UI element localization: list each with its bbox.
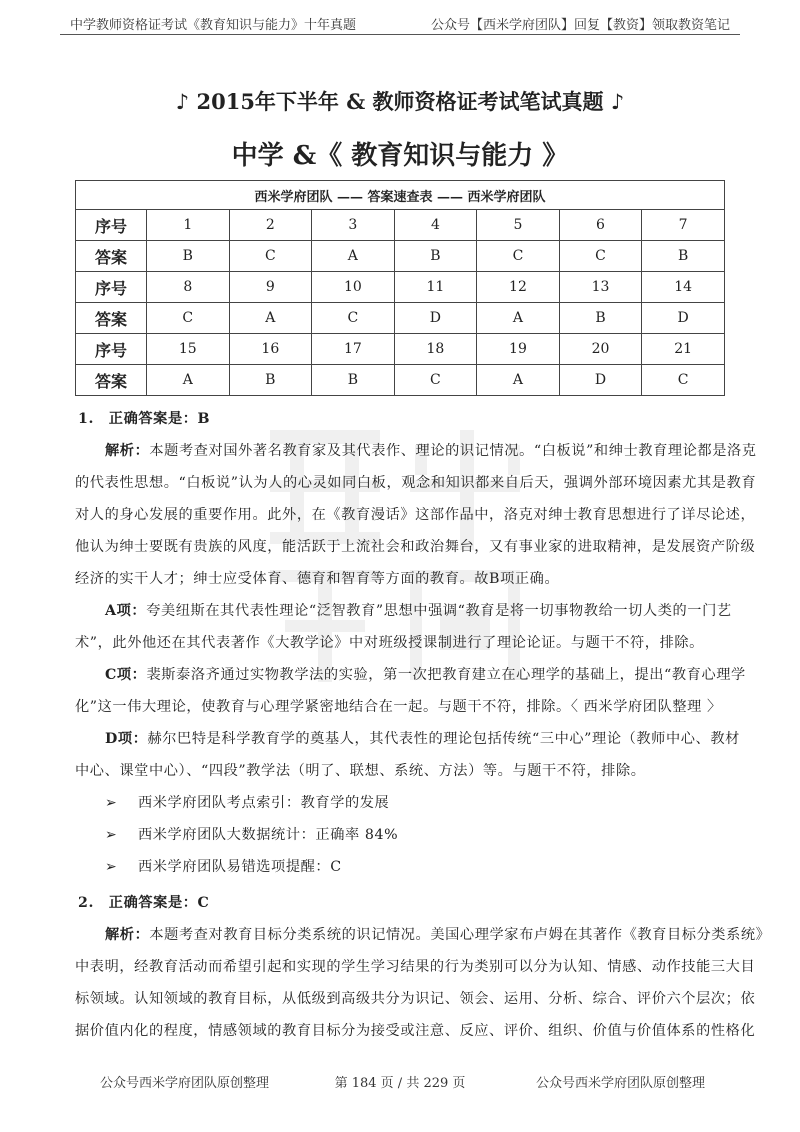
table-cell: 19 bbox=[477, 334, 560, 365]
paragraph-text: 的代表性思想。“白板说”认为人的心灵如同白板，观念和知识都来自后天，强调外部环境因素尤其是教育 bbox=[75, 475, 757, 491]
table-cell: 12 bbox=[477, 272, 560, 303]
page-subtitle: 中学 &《 教育知识与能力 》 bbox=[231, 141, 569, 171]
table-cell: A bbox=[477, 303, 560, 334]
paragraph-text: 赫尔巴特是科学教育学的奠基人，其代表性的理论包括传统“三中心”理论（教师中心、教材 bbox=[147, 731, 740, 747]
paragraph-line bbox=[75, 536, 755, 556]
table-cell: 18 bbox=[394, 334, 477, 365]
paragraph-line bbox=[75, 956, 755, 976]
table-row-number bbox=[76, 210, 725, 241]
bullet-item bbox=[105, 792, 389, 812]
table-cell: 4 bbox=[394, 210, 477, 241]
table-row-answer bbox=[76, 365, 725, 396]
table-cell: 3 bbox=[312, 210, 395, 241]
paragraph-line bbox=[75, 696, 722, 716]
table-cell: 9 bbox=[229, 272, 312, 303]
header-divider bbox=[60, 34, 740, 35]
paragraph-line bbox=[75, 760, 646, 780]
table-cell: 21 bbox=[642, 334, 725, 365]
table-cell: D bbox=[559, 365, 642, 396]
row-label: 序号 bbox=[76, 272, 147, 303]
table-cell: 13 bbox=[559, 272, 642, 303]
footer-right: 公众号西米学府团队原创整理 bbox=[535, 1076, 705, 1091]
paragraph-line bbox=[105, 728, 740, 748]
paragraph-lead: A项： bbox=[105, 603, 147, 619]
row-label: 序号 bbox=[76, 210, 147, 241]
paragraph-line bbox=[75, 504, 755, 524]
table-cell: B bbox=[147, 241, 230, 272]
table-cell: B bbox=[229, 365, 312, 396]
answer-table bbox=[75, 180, 725, 396]
paragraph-text: 对人的身心发展的重要作用。此外，在《教育漫话》这部作品中，洛克对绅士教育思想进行了详尽论述， bbox=[75, 507, 756, 523]
answer-heading: 2. 正确答案是：C bbox=[78, 895, 210, 911]
paragraph-line bbox=[75, 1020, 755, 1040]
table-cell: A bbox=[477, 365, 560, 396]
table-cell: B bbox=[642, 241, 725, 272]
paragraph-lead: C项： bbox=[105, 667, 147, 683]
paragraph-text: 裴斯泰洛齐通过实物教学法的实验，第一次把教育建立在心理学的基础上，提出“教育心理学 bbox=[146, 667, 746, 683]
table-cell: 8 bbox=[147, 272, 230, 303]
bullet-text: 西米学府团队考点索引：教育学的发展 bbox=[137, 795, 390, 811]
table-cell: A bbox=[312, 241, 395, 272]
table-caption: 西米学府团队 —— 答案速查表 —— 西米学府团队 bbox=[76, 181, 725, 210]
table-cell: D bbox=[394, 303, 477, 334]
table-cell: 17 bbox=[312, 334, 395, 365]
bullet-text: 西米学府团队大数据统计：正确率 84% bbox=[137, 827, 399, 843]
table-row-number bbox=[76, 334, 725, 365]
table-cell: 10 bbox=[312, 272, 395, 303]
table-cell: C bbox=[312, 303, 395, 334]
paragraph-line bbox=[105, 664, 746, 684]
table-cell: 6 bbox=[559, 210, 642, 241]
paragraph-line bbox=[75, 472, 756, 492]
table-cell: D bbox=[642, 303, 725, 334]
row-label: 答案 bbox=[76, 365, 147, 396]
table-cell: 2 bbox=[229, 210, 312, 241]
arrow-bullet-icon: ➢ bbox=[105, 827, 118, 843]
question-heading bbox=[78, 408, 210, 428]
page-number: 第 184 页 / 共 229 页 bbox=[334, 1076, 466, 1091]
table-cell: 20 bbox=[559, 334, 642, 365]
table-cell: 1 bbox=[147, 210, 230, 241]
paragraph-text: 中表明，经教育活动而希望引起和实现的学生学习结果的行为类别可以分为认知、情感、动作技能三大目 bbox=[75, 959, 756, 975]
table-row-answer bbox=[76, 241, 725, 272]
paragraph-text: 标领域。认知领域的教育目标，从低级到高级共分为识记、领会、运用、分析、综合、评价六个层次；依 bbox=[75, 991, 756, 1007]
table-cell: 14 bbox=[642, 272, 725, 303]
bullet-text: 西米学府团队易错选项提醒：C bbox=[137, 859, 342, 875]
paragraph-line bbox=[75, 632, 704, 652]
header-left: 中学教师资格证考试《教育知识与能力》十年真题 bbox=[70, 18, 357, 33]
row-label: 答案 bbox=[76, 241, 147, 272]
table-cell: 15 bbox=[147, 334, 230, 365]
table-cell: C bbox=[147, 303, 230, 334]
paragraph-text: 他认为绅士要既有贵族的风度，能活跃于上流社会和政治舞台，又有事业家的进取精神，是发展资产阶级 bbox=[75, 539, 756, 555]
paragraph-lead: 解析： bbox=[105, 443, 150, 459]
paragraph-lead: 解析： bbox=[105, 927, 150, 943]
table-row-answer bbox=[76, 303, 725, 334]
arrow-bullet-icon: ➢ bbox=[105, 795, 118, 811]
table-cell: B bbox=[394, 241, 477, 272]
paragraph-lead: D项： bbox=[105, 731, 148, 747]
paragraph-line bbox=[75, 988, 755, 1008]
row-label: 答案 bbox=[76, 303, 147, 334]
table-cell: C bbox=[642, 365, 725, 396]
paragraph-text: 据价值内化的程度，情感领域的教育目标分为接受或注意、反应、评价、组织、价值与价值体系的性格化 bbox=[75, 1023, 756, 1039]
paragraph-text: 经济的实干人才；绅士应受体育、德育和智育等方面的教育。故B项正确。 bbox=[75, 571, 560, 587]
table-cell: 7 bbox=[642, 210, 725, 241]
paragraph-text: 中心、课堂中心）、“四段”教学法（明了、联想、系统、方法）等。与题干不符，排除。 bbox=[75, 763, 646, 779]
table-cell: C bbox=[559, 241, 642, 272]
table-cell: B bbox=[312, 365, 395, 396]
row-label: 序号 bbox=[76, 334, 147, 365]
question-heading bbox=[78, 892, 209, 912]
paragraph-line bbox=[75, 568, 559, 588]
table-cell: C bbox=[229, 241, 312, 272]
paragraph-line bbox=[105, 440, 757, 460]
paragraph-line bbox=[105, 924, 770, 944]
table-cell: A bbox=[147, 365, 230, 396]
table-cell: 16 bbox=[229, 334, 312, 365]
footer-left: 公众号西米学府团队原创整理 bbox=[100, 1076, 270, 1091]
bullet-item bbox=[105, 856, 342, 876]
bullet-item bbox=[105, 824, 398, 844]
table-cell: C bbox=[477, 241, 560, 272]
answer-heading: 1. 正确答案是：B bbox=[78, 411, 211, 427]
arrow-bullet-icon: ➢ bbox=[105, 859, 118, 875]
paragraph-text: 夸美纽斯在其代表性理论“泛智教育”思想中强调“教育是将一切事物教给一切人类的一门艺 bbox=[146, 603, 732, 619]
paragraph-line bbox=[105, 600, 732, 620]
table-cell: 11 bbox=[394, 272, 477, 303]
paragraph-text: 本题考查对国外著名教育家及其代表作、理论的识记情况。“白板说”和绅士教育理论都是洛克 bbox=[149, 443, 757, 459]
table-cell: C bbox=[394, 365, 477, 396]
table-cell: B bbox=[559, 303, 642, 334]
paragraph-text: 本题考查对教育目标分类系统的识记情况。美国心理学家布卢姆在其著作《教育目标分类系统》 bbox=[149, 927, 771, 943]
paragraph-text: 化”这一伟大理论，使教育与心理学紧密地结合在一起。与题干不符，排除。〈 西米学府团队整理 〉 bbox=[75, 699, 722, 715]
table-cell: 5 bbox=[477, 210, 560, 241]
page-title: ♪ 2015年下半年 & 教师资格证考试笔试真题 ♪ bbox=[175, 89, 625, 114]
table-row-number bbox=[76, 272, 725, 303]
header-right: 公众号【西米学府团队】回复【教资】领取教资笔记 bbox=[430, 18, 730, 33]
paragraph-text: 术”，此外他还在其代表著作《大教学论》中对班级授课制进行了理论论证。与题干不符，排除。 bbox=[75, 635, 704, 651]
table-cell: A bbox=[229, 303, 312, 334]
